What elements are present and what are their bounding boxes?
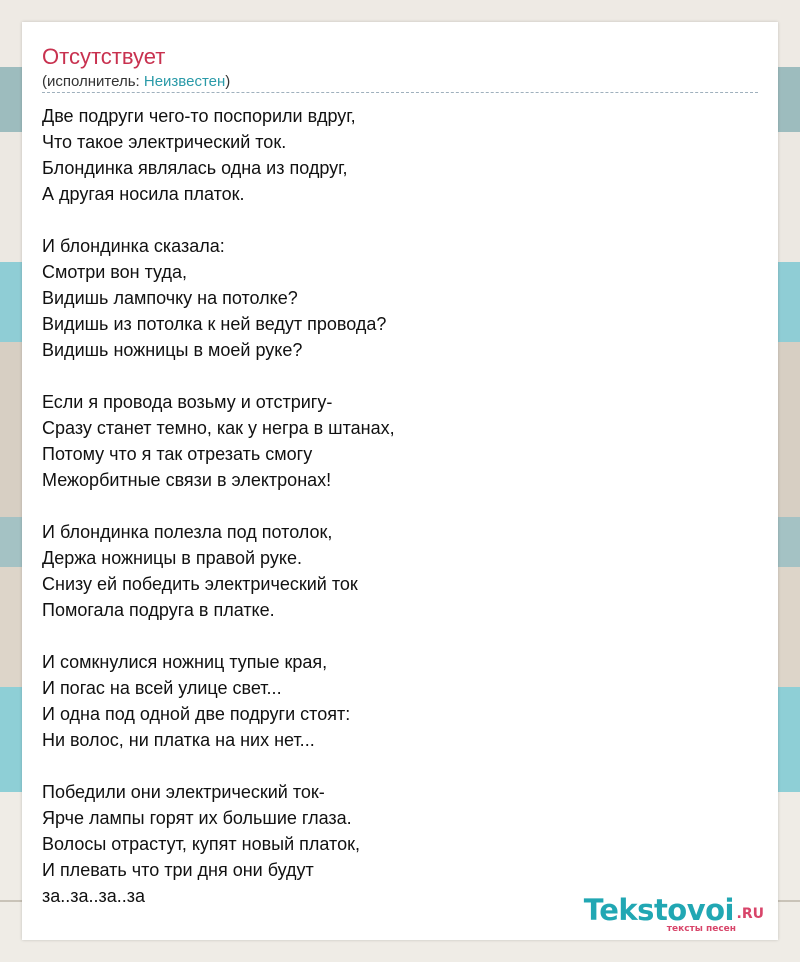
lyric-line: И плевать что три дня они будут — [42, 860, 314, 880]
lyric-line: Если я провода возьму и отстригу- — [42, 392, 333, 412]
lyric-line: И погас на всей улице свет... — [42, 678, 282, 698]
lyric-line: Снизу ей победить электрический ток — [42, 574, 358, 594]
lyric-line: Видишь ножницы в моей руке? — [42, 340, 303, 360]
lyric-line: И блондинка сказала: — [42, 236, 225, 256]
lyric-line: Блондинка являлась одна из подруг, — [42, 158, 348, 178]
lyric-line: за..за..за..за — [42, 886, 146, 906]
stanza — [42, 233, 742, 363]
logo-tagline: тексты песен — [666, 924, 736, 934]
lyric-line: И сомкнулися ножниц тупые края, — [42, 652, 328, 672]
lyric-line: Две подруги чего-то поспорили вдруг, — [42, 106, 356, 126]
lyric-line: И блондинка полезла под потолок, — [42, 522, 333, 542]
site-logo[interactable] — [560, 894, 770, 934]
artist-suffix: ) — [225, 73, 231, 90]
lyric-line: Ярче лампы горят их большие глаза. — [42, 808, 352, 828]
lyric-line: Видишь лампочку на потолке? — [42, 288, 298, 308]
lyric-line: Держа ножницы в правой руке. — [42, 548, 302, 568]
stanza — [42, 649, 742, 753]
stanza — [42, 779, 742, 909]
lyric-line: Смотри вон туда, — [42, 262, 187, 282]
lyric-line: Что такое электрический ток. — [42, 132, 287, 152]
stanza — [42, 103, 742, 207]
stanza — [42, 519, 742, 623]
lyrics-body — [42, 103, 742, 935]
title-divider — [42, 92, 758, 93]
artist-prefix: (исполнитель: — [42, 73, 144, 90]
artist-link[interactable]: Неизвестен — [143, 73, 226, 90]
lyric-line: Ни волос, ни платка на них нет... — [42, 730, 315, 750]
stanza — [42, 389, 742, 493]
lyric-line: Сразу станет темно, как у негра в штанах, — [42, 418, 395, 438]
logo-wordmark: Tekstovoi — [583, 893, 734, 927]
logo-domain: .RU — [736, 906, 764, 922]
lyric-line: Потому что я так отрезать смогу — [42, 444, 313, 464]
lyric-line: Волосы отрастут, купят новый платок, — [42, 834, 360, 854]
lyric-line: Межорбитные связи в электронах! — [42, 470, 332, 490]
artist-line — [42, 72, 230, 92]
song-title: Отсутствует — [42, 44, 166, 69]
lyric-line: Победили они электрический ток- — [42, 782, 325, 802]
lyric-line: Помогала подруга в платке. — [42, 600, 275, 620]
lyric-line: И одна под одной две подруги стоят: — [42, 704, 351, 724]
lyric-line: А другая носила платок. — [42, 184, 245, 204]
lyrics-card — [22, 22, 778, 940]
lyric-line: Видишь из потолка к ней ведут провода? — [42, 314, 387, 334]
